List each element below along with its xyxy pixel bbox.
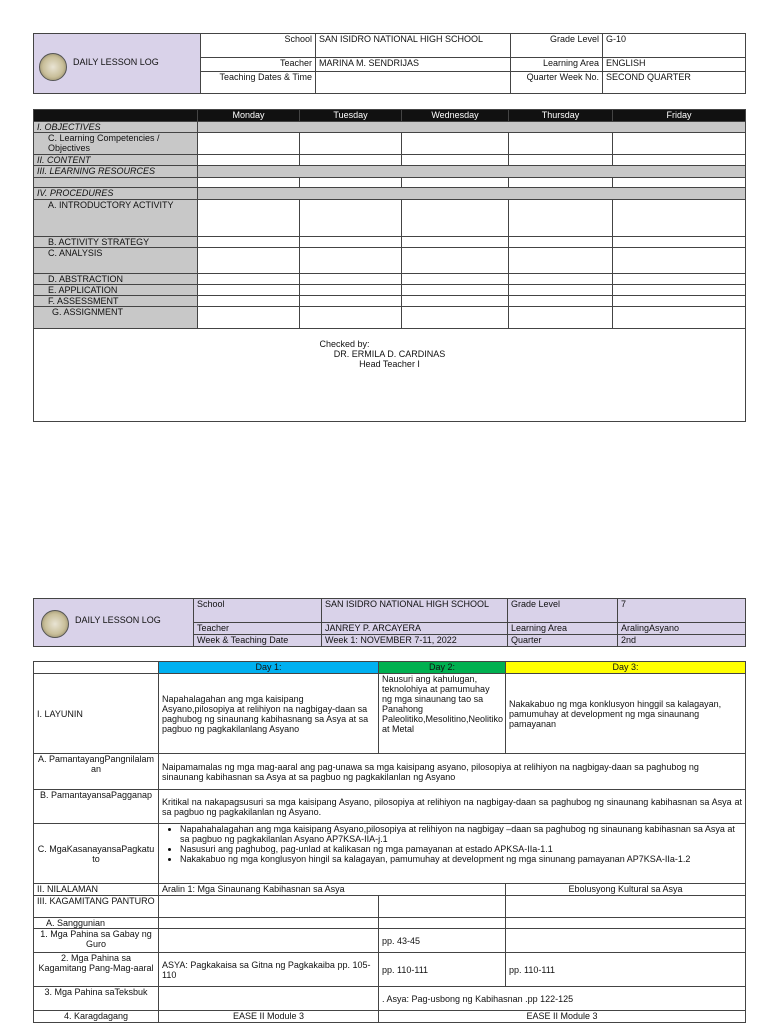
pamantayan-pagganap-text: Kritikal na nakapagsusuri sa mga kaisipang Asyano, pilosopiya at relihiyon na nagbigay-daan sa paghubog ng sinaunang kabihasnan sa Asya at sa pagbuo ng pagkakilanlan ng Asyano. [159, 790, 746, 824]
kasanayan-list [162, 824, 742, 864]
log1-teacher: MARINA M. SENDRIJAS [316, 58, 511, 72]
row-strategy: B. ACTIVITY STRATEGY [34, 237, 198, 248]
log1-school-label: School [201, 34, 316, 58]
log2-grade-label: Grade Level [508, 599, 618, 623]
kagamitan-day1: ASYA: Pagkakaisa sa Gitna ng Pagkakaiba pp. 105-110 [159, 953, 379, 987]
list-item: • Napahahalagahan ang mga kaisipang Asyano,pilosopiya at relihiyon na nagbigay –daan sa paghubog ng sinaunang kabihasnan sa Asya at sa pagbuo ng pagkakilanlan Asyano AP7KSA-IIA-j.1 [180, 824, 742, 844]
nilalaman-label: II. NILALAMAN [34, 884, 159, 896]
log1-header-table [33, 33, 746, 94]
pamantayang-pangnilalaman-text: Naipamamalas ng mga mag-aaral ang pag-unawa sa mga kaisipang asyano, pilosopiya at relihiyon na nagbigay-daan sa paghubog ng sinaunang kabihasnan sa Asya at sa pagbuo ng pagkakilanlan ng Asyano [159, 754, 746, 790]
row-blank [34, 178, 198, 188]
log1-dates-label: Teaching Dates & Time [201, 72, 316, 94]
pamantayan-pagganap-label: B. PamantayansaPagganap [34, 790, 159, 824]
day-header: Wednesday [402, 110, 509, 122]
row-procedures-fill [198, 188, 746, 200]
row-competencies: C. Learning Competencies / Objectives [34, 133, 198, 155]
log2-week-label: Week & Teaching Date [194, 635, 322, 647]
log2-week: Week 1: NOVEMBER 7-11, 2022 [322, 635, 508, 647]
log1-teacher-label: Teacher [201, 58, 316, 72]
log1-area: ENGLISH [603, 58, 746, 72]
kagamitan-day2: pp. 110-111 [379, 953, 506, 987]
gabay-label: 1. Mga Pahina sa Gabay ng Guro [34, 929, 159, 953]
day-header: Monday [198, 110, 300, 122]
log2-corner [34, 662, 159, 674]
log2-school-label: School [194, 599, 322, 623]
day-header: Thursday [509, 110, 613, 122]
checker-name: DR. ERMILA D. CARDINAS [333, 349, 446, 359]
module-day1: EASE II Module 3 [159, 1011, 379, 1023]
row-intro: A. INTRODUCTORY ACTIVITY [34, 200, 198, 237]
aralin1: Aralin 1: Mga Sinaunang Kabihasnan sa Asya [159, 884, 506, 896]
log1-grade: G-10 [603, 34, 746, 58]
checked-by-section [34, 329, 746, 422]
karagdagan-label: 4. Karagdagang [34, 1011, 159, 1023]
log1-grade-label: Grade Level [511, 34, 603, 58]
log1-quarter-label: Quarter Week No. [511, 72, 603, 94]
row-resources-fill [198, 166, 746, 178]
layunin-label: I. LAYUNIN [34, 674, 159, 754]
row-objectives: I. OBJECTIVES [34, 122, 198, 133]
row-application: E. APPLICATION [34, 285, 198, 296]
row-abstraction: D. ABSTRACTION [34, 274, 198, 285]
log2-teacher: JANREY P. ARCAYERA [322, 623, 508, 635]
checker-title: Head Teacher I [359, 359, 420, 369]
row-procedures: IV. PROCEDURES [34, 188, 198, 200]
layunin-day3: Nakakabuo ng mga konklusyon hinggil sa kalagayan, pamumuhay at development ng mga sinaunang pamayanan [506, 674, 746, 754]
list-item: • Nasusuri ang paghubog, pag-unlad at kalikasan ng mga pamayanan at estado APKSA-IIa-1.1 [180, 844, 742, 854]
teksbuk-label: 3. Mga Pahina saTeksbuk [34, 987, 159, 1011]
log2-area: AralingAsyano [618, 623, 746, 635]
row-objectives-fill [198, 122, 746, 133]
kasanayan-list-cell [159, 824, 746, 884]
pamantayang-pangnilalaman-label: A. PamantayangPangnilalaman [34, 754, 159, 790]
teksbuk-day2: . Asya: Pag-usbong ng Kabihasnan .pp 122-125 [379, 987, 746, 1011]
log1-title: DAILY LESSON LOG [73, 56, 159, 67]
module-day3: EASE II Module 3 [379, 1011, 746, 1023]
log2-area-label: Learning Area [508, 623, 618, 635]
log2-title: DAILY LESSON LOG [75, 615, 161, 625]
sanggunian-label: A. Sanggunian [34, 918, 159, 929]
layunin-day1: Napahalagahan ang mga kaisipang Asyano,pilosopiya at relihiyon na nagbigay-daan sa paghubog ng sinaunang kabihasnang sa Asya at sa pagbuo ng pagkakilanlang Asyano [159, 674, 379, 754]
day2-header: Day 2: [379, 662, 506, 674]
log1-dates [316, 72, 511, 94]
log1-main-table [33, 109, 746, 422]
log1-school: SAN ISIDRO NATIONAL HIGH SCHOOL [316, 34, 511, 58]
log2-school: SAN ISIDRO NATIONAL HIGH SCHOOL [322, 599, 508, 623]
ebolusyon: Ebolusyong Kultural sa Asya [506, 884, 746, 896]
row-assessment: F. ASSESSMENT [34, 296, 198, 307]
row-assignment: G. ASSIGNMENT [34, 307, 198, 329]
list-item: • Nakakabuo ng mga konglusyon hingil sa kalagayan, pamumuhay at development ng mga sinunang pamayanan AP7KSA-IIa-1.2 [180, 854, 742, 864]
log1-area-label: Learning Area [511, 58, 603, 72]
checked-by-label: Checked by: [319, 339, 370, 349]
kasanayan-label: C. MgaKasanayansaPagkatuto [34, 824, 159, 884]
log2-quarter: 2nd [618, 635, 746, 647]
log2-title-cell [34, 599, 194, 647]
day3-header: Day 3: [506, 662, 746, 674]
gabay-day2: pp. 43-45 [379, 929, 506, 953]
log1-corner [34, 110, 198, 122]
deped-seal-icon [39, 53, 67, 81]
log1-title-cell [34, 34, 201, 94]
log2-teacher-label: Teacher [194, 623, 322, 635]
layunin-day2: Nausuri ang kahulugan, teknolohiya at pamumuhay ng mga sinaunang tao sa Panahong Paleolitiko,Mesolitino,Neolitiko at Metal [379, 674, 506, 754]
day-header: Friday [613, 110, 746, 122]
log1-quarter: SECOND QUARTER [603, 72, 746, 94]
day-header: Tuesday [300, 110, 402, 122]
log2-quarter-label: Quarter [508, 635, 618, 647]
deped-seal-icon [41, 610, 69, 638]
log2-header-table [33, 598, 746, 647]
log2-grade: 7 [618, 599, 746, 623]
kagamitan-day3: pp. 110-111 [506, 953, 746, 987]
day1-header: Day 1: [159, 662, 379, 674]
row-analysis: C. ANALYSIS [34, 248, 198, 274]
kagamitan-label: III. KAGAMITANG PANTURO [34, 896, 159, 918]
row-content: II. CONTENT [34, 155, 198, 166]
kagamitan-pahina-label: 2. Mga Pahina sa Kagamitang Pang-Mag-aaral [34, 953, 159, 987]
row-resources: III. LEARNING RESOURCES [34, 166, 198, 178]
log2-main-table [33, 661, 746, 1023]
